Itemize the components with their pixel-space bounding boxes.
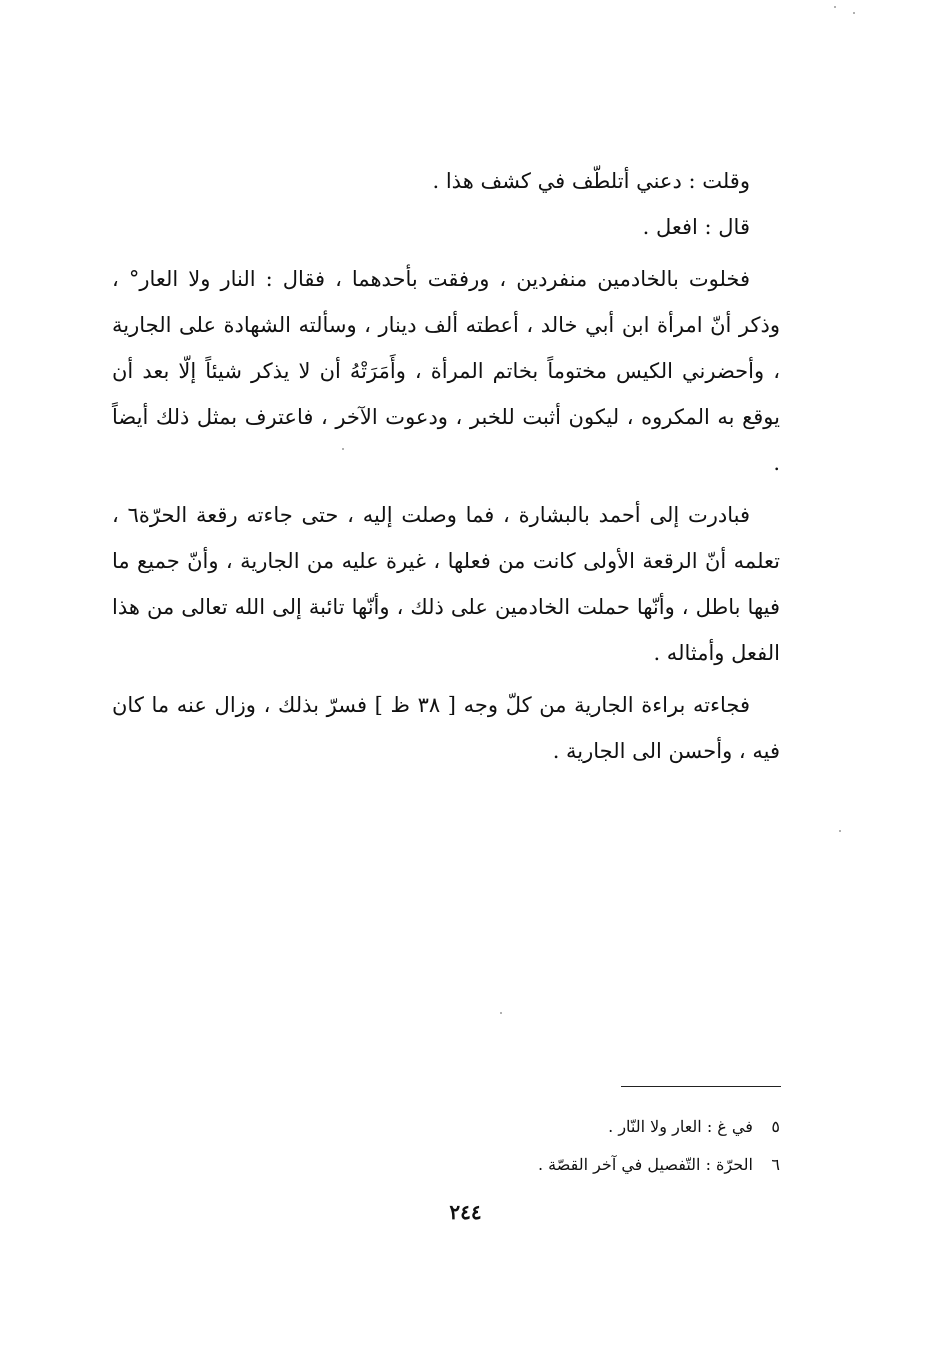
footnote-divider (621, 1086, 781, 1087)
footnotes (300, 1108, 780, 1184)
paper-speck (342, 448, 344, 450)
paragraph: وقلت : دعني أتلطّف في كشف هذا . (432, 169, 750, 193)
paragraph: فبادرت إلى أحمد بالبشارة ، فما وصلت إليه ، حتى جاءته رقعة الحرّة٦ ، تعلمه أنّ الرقعة الأولى كانت من فعلها ، غيرة عليه من الجارية ، وأنّ جميع ما فيها باطل ، وأنّها حملت الخادمين على ذلك ، وأنّها تائبة إلى الله تعالى من هذا الفعل وأمثاله . (112, 503, 780, 665)
page-number: ٢٤٤ (449, 1200, 482, 1224)
paragraph: فجاءته براءة الجارية من كلّ وجه [ ٣٨ ظ ] فسرّ بذلك ، وزال عنه ما كان فيه ، وأحسن الى الجارية . (112, 693, 780, 763)
main-text (112, 158, 780, 774)
footnote-marker: ٥ (771, 1117, 780, 1136)
paper-speck (500, 1012, 502, 1014)
paper-speck (853, 12, 855, 14)
footnote-marker: ٦ (771, 1155, 780, 1174)
footnote-text: في غ : العار ولا النّار . (608, 1117, 753, 1136)
footnote (300, 1146, 780, 1184)
footnote (300, 1108, 780, 1146)
paper-speck (839, 830, 841, 832)
paragraph: قال : افعل . (642, 215, 750, 239)
paper-speck (834, 6, 836, 8)
footnote-text: الحرّة : التّفصيل في آخر القصّة . (537, 1155, 753, 1174)
paragraph: فخلوت بالخادمين منفردين ، ورفقت بأحدهما ، فقال : النار ولا العار° ، وذكر أنّ امرأة ابن أبي خالد ، أعطته ألف دينار ، وسألته الشهادة على الجارية ، وأحضرني الكيس مختوماً بخاتم المرأة ، وأَمَرَتْهُ أن لا يذكر شيئاً إلّا بعد أن يوقع به المكروه ، ليكون أثبت للخبر ، ودعوت الآخر ، فاعترف بمثل ذلك أيضاً . (112, 267, 780, 475)
